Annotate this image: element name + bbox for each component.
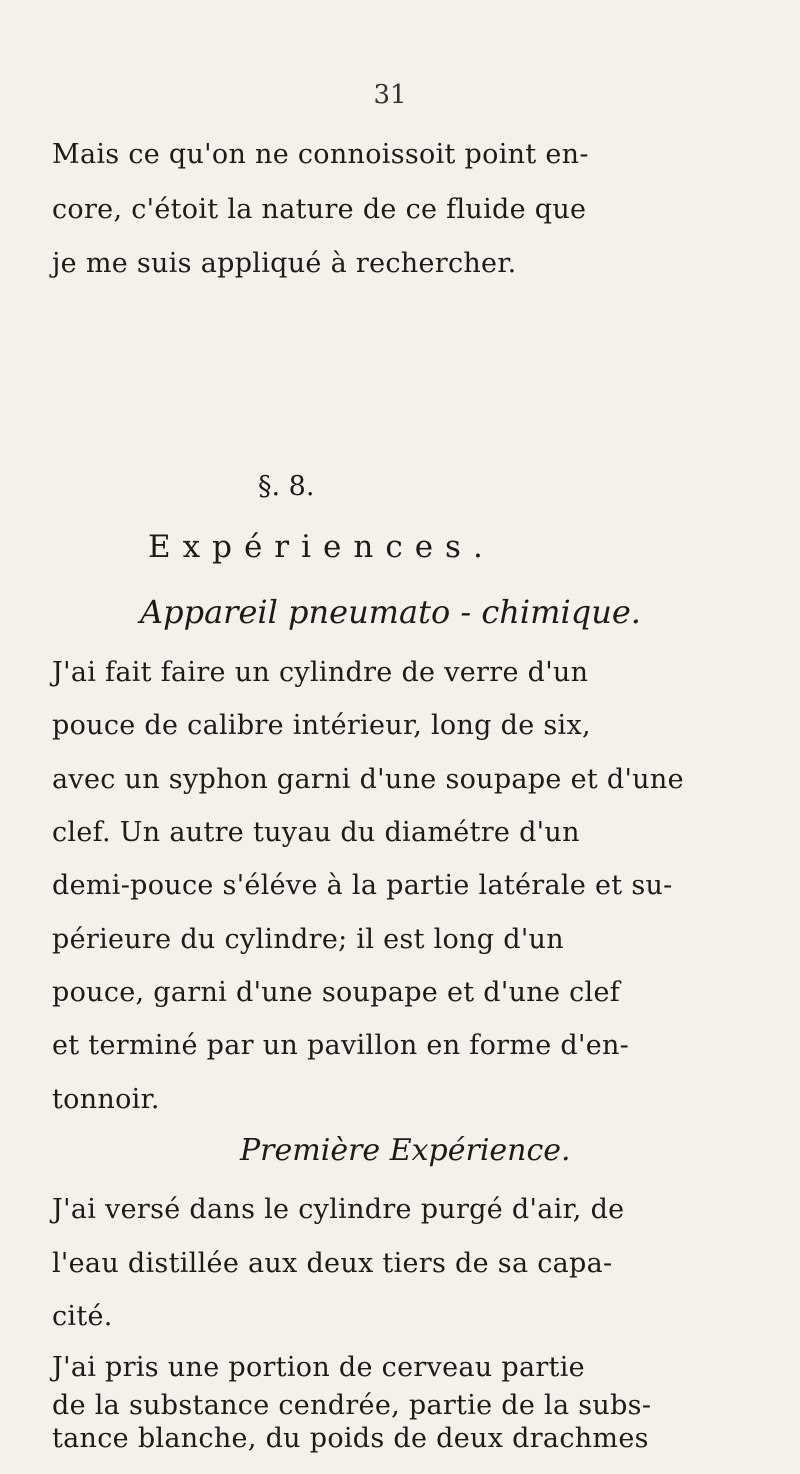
paragraph1-line-5: demi-pouce s'éléve à la partie latérale et su-	[52, 870, 673, 902]
paragraph1-line-9: tonnoir.	[52, 1083, 160, 1115]
paragraph1-line-1: J'ai fait faire un cylindre de verre d'un	[52, 656, 589, 688]
paragraph3-line-3: tance blanche, du poids de deux drachmes	[52, 1423, 649, 1455]
page-number: 31	[373, 80, 407, 110]
section-mark: §. 8.	[258, 471, 315, 503]
paragraph2-line-3: cité.	[52, 1300, 113, 1332]
paragraph3-line-2: de la substance cendrée, partie de la subs-	[52, 1389, 652, 1421]
intro-line-2: core, c'étoit la nature de ce fluide que	[52, 193, 587, 225]
paragraph2-line-2: l'eau distillée aux deux tiers de sa capa-	[52, 1247, 613, 1279]
paragraph1-line-7: pouce, garni d'une soupape et d'une clef	[52, 976, 621, 1008]
paragraph1-line-6: périeure du cylindre; il est long d'un	[52, 923, 564, 955]
paragraph1-line-8: et terminé par un pavillon en forme d'en-	[52, 1030, 630, 1062]
heading-experiences: Expériences.	[148, 529, 495, 566]
subheading-premiere-experience: Première Expérience.	[240, 1132, 571, 1168]
subheading-appareil: Appareil pneumato - chimique.	[140, 592, 641, 631]
paragraph3-line-1: J'ai pris une portion de cerveau partie	[52, 1352, 585, 1384]
paragraph1-line-4: clef. Un autre tuyau du diamétre d'un	[52, 816, 580, 848]
intro-line-3: je me suis appliqué à rechercher.	[52, 247, 517, 279]
paragraph1-line-2: pouce de calibre intérieur, long de six,	[52, 710, 591, 742]
intro-line-1: Mais ce qu'on ne connoissoit point en-	[52, 139, 589, 171]
paragraph2-line-1: J'ai versé dans le cylindre purgé d'air, de	[52, 1194, 625, 1226]
paragraph1-line-3: avec un syphon garni d'une soupape et d'une	[52, 763, 684, 795]
